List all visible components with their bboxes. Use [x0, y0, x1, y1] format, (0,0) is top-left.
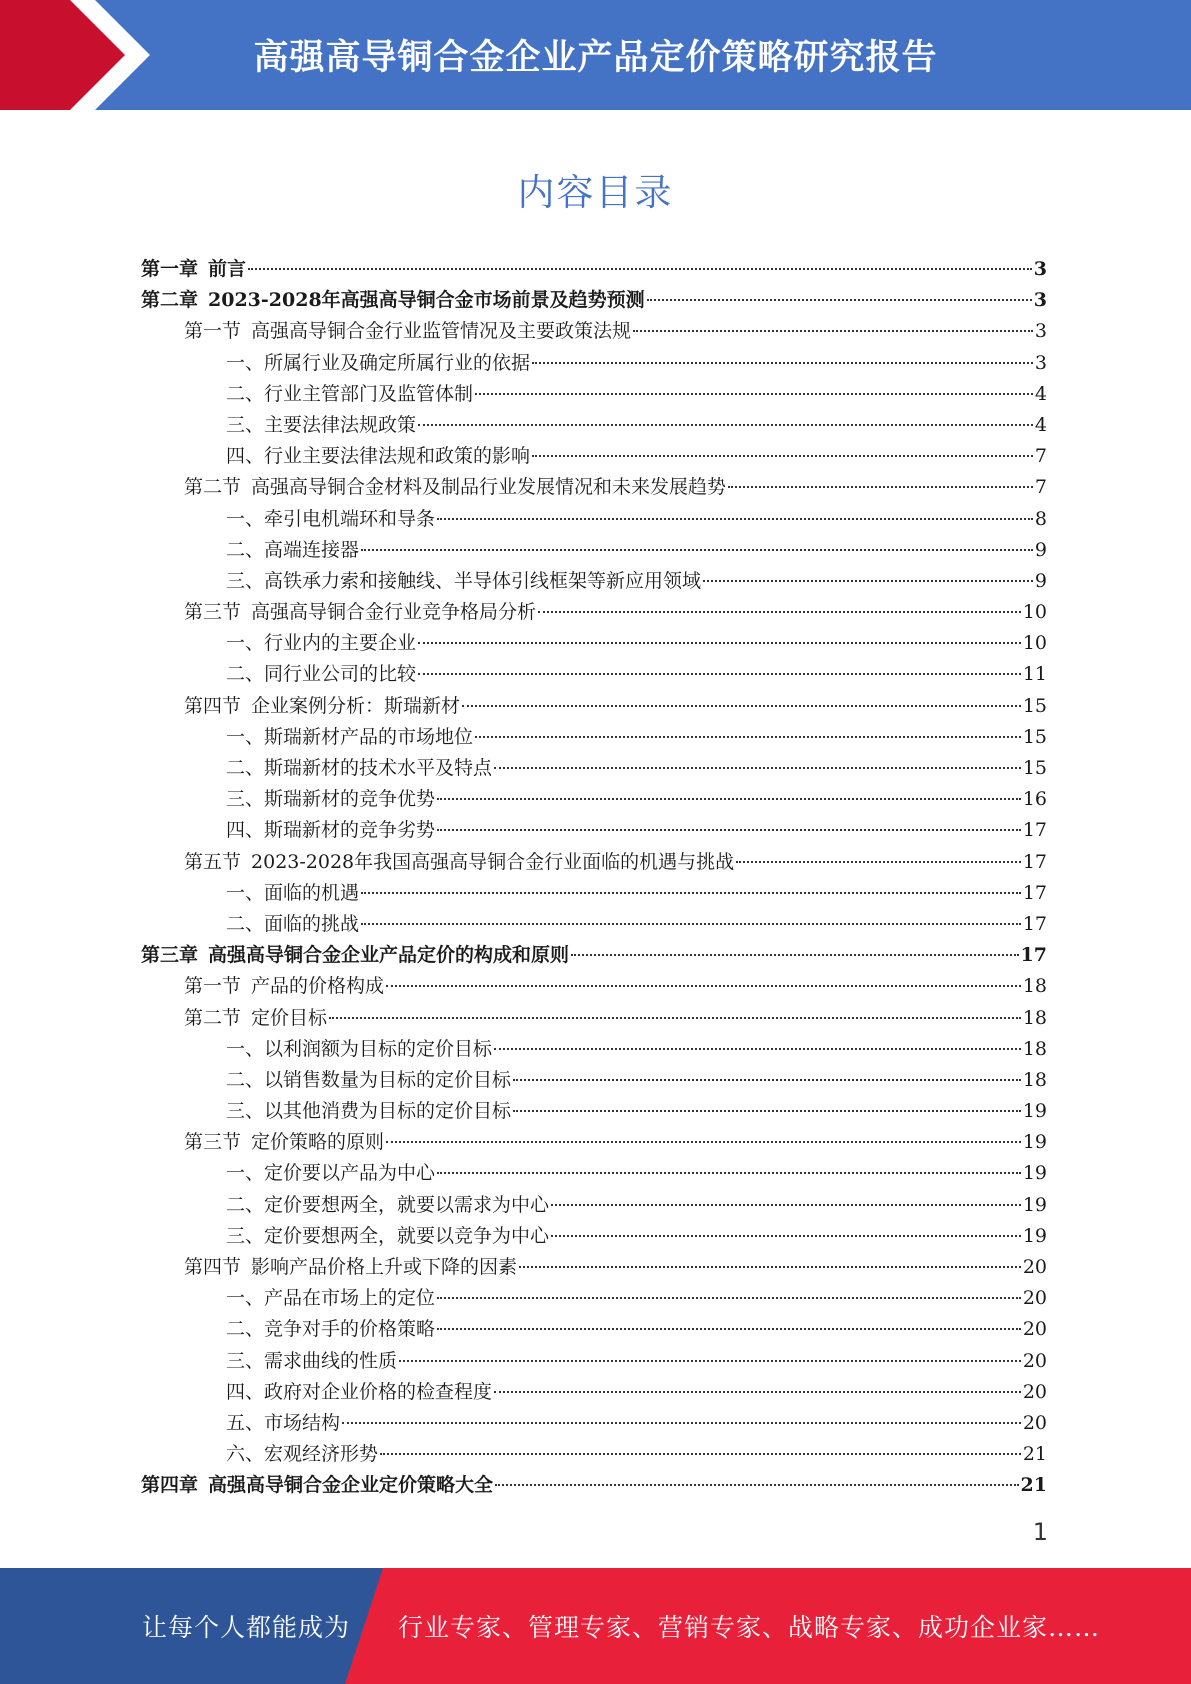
- toc-entry[interactable]: [141, 878, 1047, 909]
- toc-entry[interactable]: [141, 847, 1047, 878]
- toc-entry[interactable]: [141, 1470, 1047, 1501]
- toc-entry-page: 20: [1022, 1380, 1047, 1403]
- toc-entry-label: [226, 1283, 435, 1310]
- toc-entry[interactable]: [141, 472, 1047, 503]
- toc-entry[interactable]: [141, 535, 1047, 566]
- toc-entry[interactable]: [141, 1221, 1047, 1252]
- dot-leader: [437, 829, 1021, 831]
- toc-entry-text: 二、高端连接器: [226, 538, 360, 561]
- page-header: [0, 0, 1191, 110]
- toc-entry-number: 第四节: [184, 694, 242, 717]
- toc-entry-label: [226, 1377, 492, 1404]
- toc-entry[interactable]: [141, 1283, 1047, 1314]
- toc-entry-page: 18: [1022, 975, 1047, 998]
- dot-leader: [494, 1048, 1021, 1050]
- toc-entry-number: 第一节: [184, 320, 242, 343]
- toc-entry-text: 2023-2028年高强高导铜合金市场前景及趋势预测: [208, 289, 645, 312]
- toc-entry[interactable]: [141, 1252, 1047, 1283]
- page-number: 1: [1032, 1518, 1048, 1546]
- toc-entry-text: 六、宏观经济形势: [226, 1443, 379, 1466]
- dot-leader: [462, 705, 1021, 707]
- toc-entry-label: [141, 285, 645, 312]
- toc-entry[interactable]: [141, 1190, 1047, 1221]
- toc-entry[interactable]: [141, 316, 1047, 347]
- toc-entry-text: 二、面临的挑战: [226, 912, 360, 935]
- toc-entry-text: 三、以其他消费为目标的定价目标: [226, 1100, 512, 1123]
- toc-entry-text: 三、斯瑞新材的竞争优势: [226, 788, 436, 811]
- footer-slogan-right: 行业专家、管理专家、营销专家、战略专家、成功企业家……: [398, 1613, 1101, 1642]
- toc-entry-label: [226, 1096, 511, 1123]
- toc-entry-text: 二、定价要想两全，就要以需求为中心: [226, 1193, 550, 1216]
- toc-entry-text: 企业案例分析：斯瑞新材: [251, 694, 461, 717]
- toc-entry-text: 高强高导铜合金材料及制品行业发展情况和未来发展趋势: [251, 476, 727, 499]
- toc-entry-label: [184, 1252, 517, 1279]
- toc-entry[interactable]: [141, 441, 1047, 472]
- toc-entry-label: [226, 1065, 511, 1092]
- toc-entry-text: 高强高导铜合金行业监管情况及主要政策法规: [251, 320, 632, 343]
- toc-entry-label: [141, 1470, 493, 1497]
- toc-entry-text: 三、需求曲线的性质: [226, 1349, 398, 1372]
- dot-leader: [437, 798, 1021, 800]
- toc-entry-page: 7: [1034, 445, 1047, 468]
- report-title: 高强高导铜合金企业产品定价策略研究报告: [253, 38, 938, 78]
- dot-leader: [494, 1391, 1021, 1393]
- toc-entry-text: 四、行业主要法律法规和政策的影响: [226, 445, 531, 468]
- toc-entry-page: 15: [1022, 725, 1047, 748]
- toc-entry-text: 影响产品价格上升或下降的因素: [251, 1256, 518, 1278]
- toc-entry[interactable]: [141, 753, 1047, 784]
- toc-entry-text: 前言: [208, 258, 247, 280]
- toc-entry-page: 19: [1022, 1100, 1047, 1123]
- toc-entry-page: 4: [1034, 382, 1047, 405]
- toc-entry-label: [184, 1003, 327, 1030]
- toc-entry[interactable]: [141, 722, 1047, 753]
- dot-leader: [551, 1235, 1021, 1237]
- toc-entry-text: 二、行业主管部门及监管体制: [226, 382, 474, 405]
- toc-entry-page: 18: [1022, 1068, 1047, 1091]
- toc-entry-number: 第二节: [184, 476, 242, 499]
- toc-entry[interactable]: [141, 1127, 1047, 1158]
- toc-entry-page: 17: [1022, 881, 1047, 904]
- toc-entry-text: 二、竞争对手的价格策略: [226, 1318, 436, 1341]
- toc-entry-label: [226, 504, 435, 531]
- toc-entry-page: 15: [1022, 694, 1047, 717]
- dot-leader: [519, 1266, 1021, 1268]
- toc-entry-label: [184, 597, 536, 624]
- toc-entry[interactable]: [141, 1408, 1047, 1439]
- toc-entry-label: [141, 940, 569, 967]
- toc-entry-text: 三、主要法律法规政策: [226, 413, 417, 436]
- dot-leader: [248, 268, 1032, 270]
- toc-entry-label: [226, 878, 359, 905]
- toc-entry-page: 19: [1022, 1224, 1047, 1247]
- toc-entry-page: 19: [1022, 1131, 1047, 1154]
- toc-entry[interactable]: [141, 1314, 1047, 1345]
- toc-entry-label: [226, 753, 492, 780]
- dot-leader: [418, 642, 1021, 644]
- toc-entry-label: [226, 1221, 549, 1248]
- toc-entry[interactable]: [141, 1065, 1047, 1096]
- toc-entry-page: 17: [1022, 850, 1047, 873]
- dot-leader: [361, 549, 1033, 551]
- toc-entry-text: 三、定价要想两全，就要以竞争为中心: [226, 1224, 550, 1247]
- toc-entry-page: 3: [1034, 320, 1047, 343]
- toc-entry[interactable]: [141, 410, 1047, 441]
- toc-entry-text: 高强高导铜合金企业定价策略大全: [208, 1474, 494, 1497]
- toc-entry-page: 18: [1022, 1037, 1047, 1060]
- dot-leader: [551, 1204, 1021, 1206]
- dot-leader: [532, 362, 1033, 364]
- toc-entry-label: [226, 1158, 435, 1185]
- toc-entry-number: 第一章: [141, 258, 199, 280]
- dot-leader: [494, 767, 1021, 769]
- toc-entry[interactable]: [141, 1034, 1047, 1065]
- toc-entry-text: 二、斯瑞新材的技术水平及特点: [226, 757, 493, 779]
- toc-entry-label: [184, 316, 631, 343]
- toc-entry-page: 21: [1020, 1474, 1047, 1497]
- toc-entry-label: [226, 1314, 435, 1341]
- toc-entry-text: 定价目标: [251, 1006, 328, 1029]
- toc-entry-label: [184, 971, 384, 998]
- toc-entry[interactable]: [141, 1346, 1047, 1377]
- toc-entry-number: 第二节: [184, 1006, 242, 1029]
- dot-leader: [361, 892, 1021, 894]
- toc-entry-page: 3: [1033, 289, 1047, 312]
- dot-leader: [475, 393, 1033, 395]
- toc-entry-text: 2023-2028年我国高强高导铜合金行业面临的机遇与挑战: [251, 850, 735, 873]
- dot-leader: [437, 1297, 1021, 1299]
- toc-entry[interactable]: [141, 691, 1047, 722]
- toc-entry-page: 9: [1034, 538, 1047, 561]
- toc-entry-number: 第四章: [141, 1474, 199, 1497]
- toc-entry-page: 8: [1034, 507, 1047, 530]
- toc-entry-page: 11: [1022, 663, 1047, 686]
- toc-entry-label: [226, 410, 416, 437]
- toc-entry-text: 一、面临的机遇: [226, 881, 360, 904]
- toc-entry-label: [226, 566, 701, 593]
- toc-entry-page: 7: [1034, 476, 1047, 499]
- toc-entry-page: 17: [1022, 819, 1047, 842]
- toc-entry-text: 一、所属行业及确定所属行业的依据: [226, 351, 531, 374]
- toc-entry-text: 高强高导铜合金行业竞争格局分析: [251, 601, 537, 624]
- toc-entry[interactable]: [141, 1439, 1047, 1470]
- dot-leader: [728, 486, 1033, 488]
- dot-leader: [513, 1110, 1021, 1112]
- toc-entry-text: 高强高导铜合金企业产品定价的构成和原则: [208, 944, 570, 967]
- toc-entry-page: 9: [1034, 569, 1047, 592]
- toc-entry-label: [226, 1439, 378, 1466]
- dot-leader: [380, 1453, 1021, 1455]
- toc-entry[interactable]: [141, 566, 1047, 597]
- toc-entry-label: [226, 1190, 549, 1217]
- toc-entry[interactable]: [141, 815, 1047, 846]
- toc-entry-label: [226, 659, 416, 686]
- page-footer: [0, 1568, 1191, 1684]
- toc-entry-text: 一、以利润额为目标的定价目标: [226, 1037, 493, 1060]
- toc-entry-label: [184, 472, 726, 499]
- toc-entry-page: 3: [1033, 258, 1047, 280]
- toc-entry-label: [226, 441, 530, 468]
- toc-entry-text: 五、市场结构: [226, 1411, 341, 1434]
- toc-heading: 内容目录: [517, 171, 674, 214]
- toc-entry-label: [184, 1127, 384, 1154]
- toc-entry-label: [184, 691, 460, 718]
- toc-entry[interactable]: [141, 1003, 1047, 1034]
- toc-entry[interactable]: [141, 1158, 1047, 1189]
- toc-entry-text: 二、以销售数量为目标的定价目标: [226, 1068, 512, 1091]
- dot-leader: [329, 1017, 1021, 1019]
- dot-leader: [538, 611, 1021, 613]
- dot-leader: [495, 1484, 1019, 1486]
- toc-entry-number: 第二章: [141, 289, 199, 312]
- toc-entry-label: [226, 722, 473, 749]
- toc-entry-label: [226, 1408, 340, 1435]
- toc-entry-label: [226, 909, 359, 936]
- toc-entry-page: 10: [1022, 601, 1047, 624]
- toc-entry-page: 20: [1022, 1318, 1047, 1341]
- toc-entry-number: 第五节: [184, 850, 242, 873]
- dot-leader: [386, 985, 1021, 987]
- toc-entry-label: [226, 379, 473, 406]
- toc-entry-number: 第三节: [184, 1131, 242, 1154]
- dot-leader: [736, 861, 1021, 863]
- dot-leader: [513, 1079, 1021, 1081]
- dot-leader: [361, 923, 1021, 925]
- toc-entry-text: 三、高铁承力索和接触线、半导体引线框架等新应用领域: [226, 569, 702, 592]
- toc-entry[interactable]: [141, 504, 1047, 535]
- toc-entry-page: 20: [1022, 1287, 1047, 1310]
- toc-entry-text: 一、行业内的主要企业: [226, 632, 417, 655]
- toc-entry-number: 第四节: [184, 1256, 242, 1278]
- toc-entry-text: 一、产品在市场上的定位: [226, 1287, 436, 1310]
- toc-entry-number: 第三节: [184, 601, 242, 624]
- toc-entry-number: 第三章: [141, 944, 199, 967]
- dot-leader: [437, 1172, 1021, 1174]
- toc-entry-label: [226, 348, 530, 375]
- footer-slogan-left: 让每个人都能成为: [142, 1613, 351, 1642]
- dot-leader: [647, 299, 1032, 301]
- toc-entry[interactable]: [141, 940, 1047, 971]
- toc-entry-label: [184, 847, 734, 874]
- toc-entry[interactable]: [141, 597, 1047, 628]
- dot-leader: [437, 1328, 1021, 1330]
- toc-entry-label: [226, 815, 435, 842]
- toc-entry[interactable]: [141, 1096, 1047, 1127]
- toc-entry-text: 二、同行业公司的比较: [226, 663, 417, 686]
- toc-entry[interactable]: [141, 971, 1047, 1002]
- toc-entry-label: [141, 254, 246, 281]
- dot-leader: [532, 455, 1033, 457]
- toc-entry-text: 一、牵引电机端环和导条: [226, 507, 436, 530]
- toc-entry-text: 四、政府对企业价格的检查程度: [226, 1380, 493, 1403]
- toc-entry-label: [226, 1034, 492, 1061]
- toc-entry-page: 20: [1022, 1411, 1047, 1434]
- toc-entry-page: 4: [1034, 413, 1047, 436]
- dot-leader: [418, 673, 1021, 675]
- toc-entry-page: 10: [1022, 632, 1047, 655]
- toc-entry-page: 21: [1022, 1443, 1047, 1466]
- toc-entry[interactable]: [141, 909, 1047, 940]
- toc-entry-number: 第一节: [184, 975, 242, 998]
- toc-entry-label: [226, 1346, 397, 1373]
- toc-entry-page: 19: [1022, 1162, 1047, 1185]
- table-of-contents: [141, 254, 1047, 1502]
- dot-leader: [399, 1360, 1021, 1362]
- dot-leader: [386, 1141, 1021, 1143]
- toc-entry-text: 一、定价要以产品为中心: [226, 1162, 436, 1185]
- toc-entry[interactable]: [141, 379, 1047, 410]
- dot-leader: [437, 518, 1033, 520]
- toc-entry-label: [226, 535, 359, 562]
- toc-entry-page: 3: [1034, 351, 1047, 374]
- toc-entry-text: 一、斯瑞新材产品的市场地位: [226, 725, 474, 748]
- toc-entry-label: [226, 784, 435, 811]
- toc-entry-text: 产品的价格构成: [251, 975, 385, 998]
- toc-entry[interactable]: [141, 659, 1047, 690]
- dot-leader: [571, 954, 1019, 956]
- toc-entry-page: 20: [1022, 1349, 1047, 1372]
- toc-entry[interactable]: [141, 348, 1047, 379]
- dot-leader: [703, 580, 1033, 582]
- toc-entry[interactable]: [141, 628, 1047, 659]
- toc-entry-page: 20: [1022, 1256, 1047, 1278]
- toc-entry-label: [226, 628, 416, 655]
- toc-entry[interactable]: [141, 1377, 1047, 1408]
- toc-entry-page: 15: [1022, 757, 1047, 779]
- toc-entry-page: 19: [1022, 1193, 1047, 1216]
- toc-entry-text: 定价策略的原则: [251, 1131, 385, 1154]
- toc-entry[interactable]: [141, 285, 1047, 316]
- dot-leader: [418, 424, 1033, 426]
- dot-leader: [342, 1422, 1021, 1424]
- toc-entry[interactable]: [141, 784, 1047, 815]
- chevron-arrow-icon: [0, 0, 160, 110]
- dot-leader: [475, 736, 1021, 738]
- dot-leader: [633, 330, 1033, 332]
- toc-entry-page: 17: [1020, 944, 1047, 967]
- toc-entry-page: 17: [1022, 912, 1047, 935]
- toc-entry[interactable]: [141, 254, 1047, 285]
- toc-entry-page: 18: [1022, 1006, 1047, 1029]
- toc-entry-text: 四、斯瑞新材的竞争劣势: [226, 819, 436, 842]
- toc-entry-page: 16: [1022, 788, 1047, 811]
